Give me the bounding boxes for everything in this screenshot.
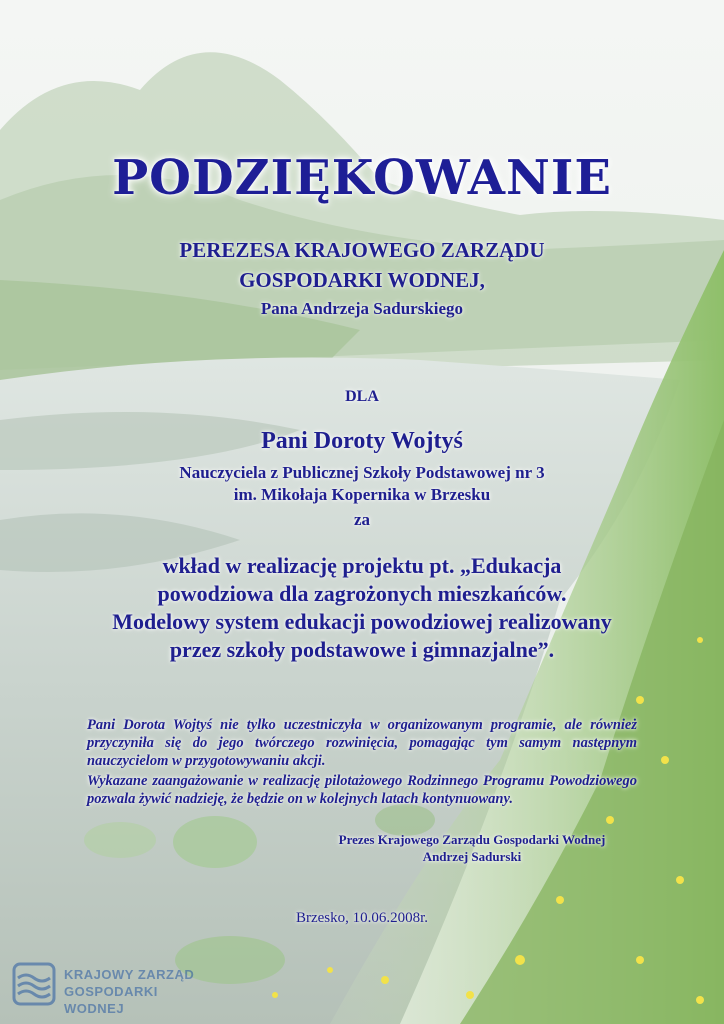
body-paragraph-2: Wykazane zaangażowanie w realizację pilotażowego Rodzinnego Programu Powodziowego pozwala żywić nadzieję, że będzie on w kolejnych latach kontynuowany.: [87, 773, 637, 807]
reason-line-4: przez szkoły podstawowe i gimnazjalne”.: [169, 637, 555, 662]
water-waves-logo-icon: [12, 962, 56, 1006]
logo-text: [64, 966, 212, 1017]
signature-title: Prezes Krajowego Zarządu Gospodarki Wodnej: [338, 832, 606, 847]
za-label: za: [353, 510, 371, 529]
recipient-role-line-1: Nauczyciela z Publicznej Szkoły Podstawowej nr 3: [179, 463, 545, 482]
recipient-name: Pani Doroty Wojtyś: [261, 428, 463, 454]
body-paragraph-1: Pani Dorota Wojtyś nie tylko uczestniczyła w organizowanym programie, ale również przyczyniła się do jego twórczego rozwinięcia, pomagając tym samym następnym nauczycielom w przygotowywaniu akcji.: [87, 717, 637, 769]
signature-name: Andrzej Sadurski: [422, 849, 522, 864]
issuer-name: Pana Andrzeja Sadurskiego: [260, 299, 464, 318]
reason-line-1: wkład w realizację projektu pt. „Edukacja: [162, 553, 562, 578]
logo-text-line-2: GOSPODARKI WODNEJ: [64, 984, 158, 1016]
place-date: Brzesko, 10.06.2008r.: [295, 910, 429, 926]
page-title: PODZIĘKOWANIE: [112, 150, 612, 206]
reason-line-2: powodziowa dla zagrożonych mieszkańców.: [157, 581, 567, 606]
logo-text-line-1: KRAJOWY ZARZĄD: [64, 967, 195, 982]
for-label: DLA: [345, 388, 379, 405]
organization-logo: [12, 962, 212, 1016]
reason-line-3: Modelowy system edukacji powodziowej realizowany: [112, 609, 612, 634]
issuer-line-1: PEREZESA KRAJOWEGO ZARZĄDU: [179, 238, 545, 262]
issuer-line-2: GOSPODARKI WODNEJ,: [239, 268, 485, 292]
recipient-role-line-2: im. Mikołaja Kopernika w Brzesku: [233, 485, 491, 504]
